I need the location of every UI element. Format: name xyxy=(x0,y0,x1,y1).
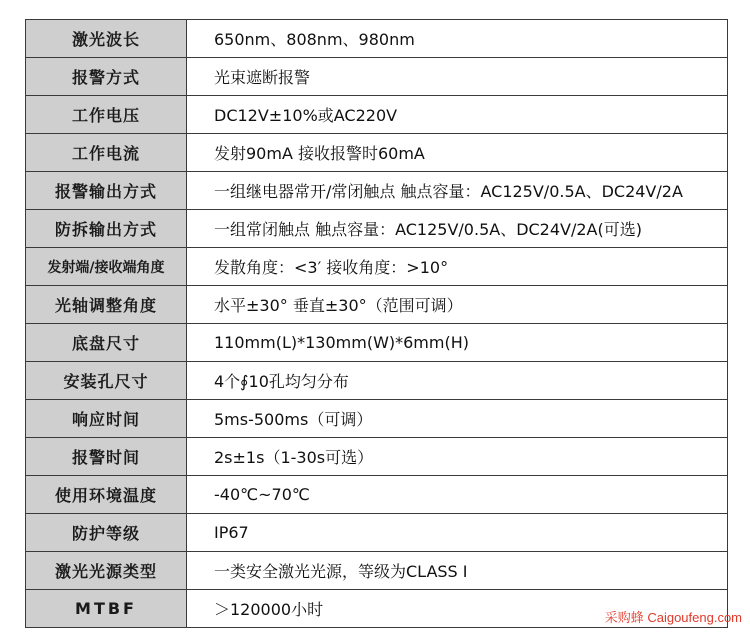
watermark: 采购蜂 Caigoufeng.com xyxy=(604,610,742,625)
table-row xyxy=(26,20,728,58)
row-value: 光束遮断报警 xyxy=(187,58,728,96)
row-value: -40℃~70℃ xyxy=(187,476,728,514)
table-row xyxy=(26,172,728,210)
row-value: 110mm(L)*130mm(W)*6mm(H) xyxy=(187,324,728,362)
row-label: 报警输出方式 xyxy=(26,172,187,210)
table-row xyxy=(26,248,728,286)
spec-table xyxy=(25,19,728,628)
table-row xyxy=(26,58,728,96)
row-label: 激光光源类型 xyxy=(26,552,187,590)
row-label: 响应时间 xyxy=(26,400,187,438)
table-row xyxy=(26,514,728,552)
table-row xyxy=(26,552,728,590)
row-label: 底盘尺寸 xyxy=(26,324,187,362)
row-label: 报警方式 xyxy=(26,58,187,96)
row-label: 防拆输出方式 xyxy=(26,210,187,248)
row-value: 水平±30° 垂直±30°（范围可调） xyxy=(187,286,728,324)
table-row xyxy=(26,438,728,476)
row-label: 安装孔尺寸 xyxy=(26,362,187,400)
table-row xyxy=(26,476,728,514)
row-value: 发射90mA 接收报警时60mA xyxy=(187,134,728,172)
row-label: 工作电压 xyxy=(26,96,187,134)
row-label: 使用环境温度 xyxy=(26,476,187,514)
row-label: 光轴调整角度 xyxy=(26,286,187,324)
table-row xyxy=(26,286,728,324)
row-label: 报警时间 xyxy=(26,438,187,476)
row-label: MTBF xyxy=(26,590,187,628)
row-value: IP67 xyxy=(187,514,728,552)
table-row xyxy=(26,362,728,400)
row-value: 650nm、808nm、980nm xyxy=(187,20,728,58)
row-value: ＞120000小时 xyxy=(187,590,728,628)
table-row xyxy=(26,96,728,134)
row-value: 一组继电器常开/常闭触点 触点容量：AC125V/0.5A、DC24V/2A xyxy=(187,172,728,210)
row-value: 发散角度：<3′ 接收角度：>10° xyxy=(187,248,728,286)
table-row xyxy=(26,324,728,362)
row-value: 4个∮10孔均匀分布 xyxy=(187,362,728,400)
row-value: 2s±1s（1-30s可选） xyxy=(187,438,728,476)
row-value: 一组常闭触点 触点容量：AC125V/0.5A、DC24V/2A(可选) xyxy=(187,210,728,248)
row-value: DC12V±10%或AC220V xyxy=(187,96,728,134)
row-label: 发射端/接收端角度 xyxy=(26,248,187,286)
table-row xyxy=(26,210,728,248)
row-value: 一类安全激光光源，等级为CLASS Ⅰ xyxy=(187,552,728,590)
row-label: 工作电流 xyxy=(26,134,187,172)
row-label: 激光波长 xyxy=(26,20,187,58)
row-value: 5ms-500ms（可调） xyxy=(187,400,728,438)
row-label: 防护等级 xyxy=(26,514,187,552)
table-row xyxy=(26,400,728,438)
table-row xyxy=(26,134,728,172)
